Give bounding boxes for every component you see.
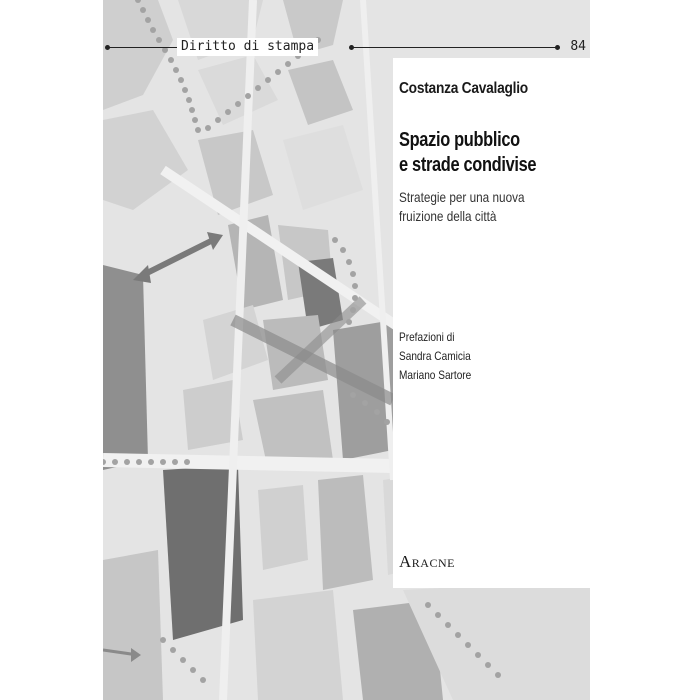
series-header <box>103 38 590 58</box>
book-subtitle-line: fruizione della città <box>399 208 497 224</box>
series-name: Diritto di stampa <box>177 38 318 56</box>
author-name: Costanza Cavalaglio <box>399 80 528 97</box>
series-rule <box>107 47 177 48</box>
book-subtitle <box>399 188 584 226</box>
prefaces-label: Prefazioni di <box>399 330 455 344</box>
text-panel <box>393 58 590 588</box>
book-subtitle-line: Strategie per una nuova <box>399 189 525 205</box>
book-title <box>399 128 590 178</box>
series-dot <box>349 45 354 50</box>
prefaces-credits <box>399 328 567 385</box>
book-title-line: Spazio pubblico <box>399 129 520 151</box>
series-rule <box>353 47 558 48</box>
preface-author: Mariano Sartore <box>399 368 472 382</box>
series-number: 84 <box>570 39 586 54</box>
book-cover <box>103 0 590 700</box>
publisher-logo: Aracne <box>399 552 455 571</box>
series-dot <box>555 45 560 50</box>
preface-author: Sandra Camicia <box>399 349 471 363</box>
book-title-line: e strade condivise <box>399 154 537 176</box>
